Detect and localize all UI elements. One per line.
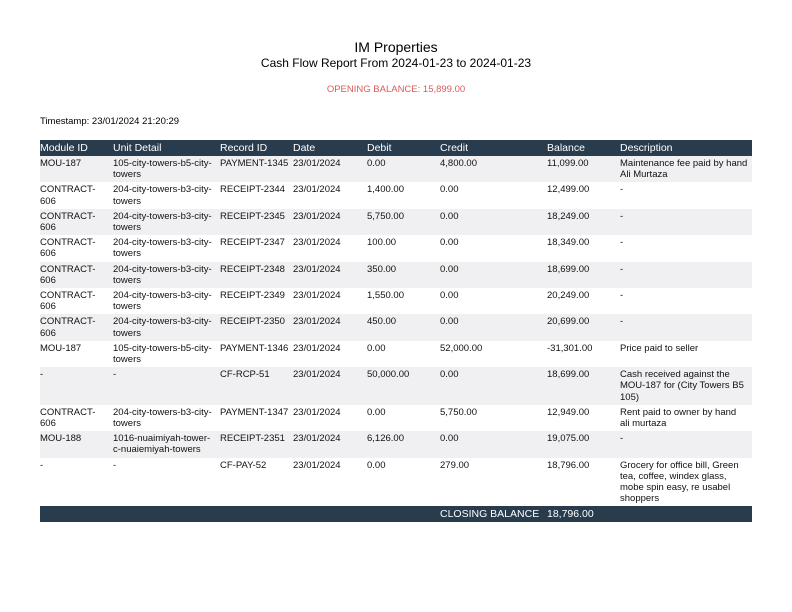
- date-cell: 23/01/2024: [293, 262, 367, 288]
- table-row: [40, 262, 752, 288]
- timestamp: Timestamp: 23/01/2024 21:20:29: [40, 116, 180, 127]
- credit-cell: 279.00: [440, 458, 547, 507]
- column-header: Balance: [547, 140, 620, 156]
- date-cell: 23/01/2024: [293, 314, 367, 340]
- description-cell: Rent paid to owner by hand ali murtaza: [620, 405, 752, 431]
- date-cell: 23/01/2024: [293, 288, 367, 314]
- module-id-cell: CONTRACT-606: [40, 288, 113, 314]
- description-cell: -: [620, 288, 752, 314]
- module-id-cell: -: [40, 367, 113, 405]
- record-id-cell: PAYMENT-1345: [220, 156, 293, 182]
- date-cell: 23/01/2024: [293, 458, 367, 507]
- date-cell: 23/01/2024: [293, 156, 367, 182]
- table-row: [40, 235, 752, 261]
- balance-cell: 18,796.00: [547, 458, 620, 507]
- column-header: Module ID: [40, 140, 113, 156]
- credit-cell: 0.00: [440, 367, 547, 405]
- table-row: [40, 431, 752, 457]
- module-id-cell: -: [40, 458, 113, 507]
- credit-cell: 0.00: [440, 288, 547, 314]
- table-row: [40, 182, 752, 208]
- company-name: IM Properties: [354, 39, 438, 55]
- credit-cell: 0.00: [440, 431, 547, 457]
- debit-cell: 450.00: [367, 314, 440, 340]
- module-id-cell: CONTRACT-606: [40, 209, 113, 235]
- credit-cell: 0.00: [440, 314, 547, 340]
- cash-flow-table: [40, 140, 752, 522]
- unit-detail-cell: -: [113, 367, 220, 405]
- date-cell: 23/01/2024: [293, 405, 367, 431]
- debit-cell: 0.00: [367, 405, 440, 431]
- debit-cell: 0.00: [367, 341, 440, 367]
- module-id-cell: CONTRACT-606: [40, 235, 113, 261]
- unit-detail-cell: 204-city-towers-b3-city-towers: [113, 182, 220, 208]
- record-id-cell: RECEIPT-2347: [220, 235, 293, 261]
- column-header: Unit Detail: [113, 140, 220, 156]
- debit-cell: 6,126.00: [367, 431, 440, 457]
- description-cell: -: [620, 235, 752, 261]
- date-cell: 23/01/2024: [293, 235, 367, 261]
- module-id-cell: CONTRACT-606: [40, 262, 113, 288]
- credit-cell: 5,750.00: [440, 405, 547, 431]
- debit-cell: 1,550.00: [367, 288, 440, 314]
- date-cell: 23/01/2024: [293, 209, 367, 235]
- closing-balance-row: [40, 506, 752, 522]
- module-id-cell: CONTRACT-606: [40, 314, 113, 340]
- column-header: Date: [293, 140, 367, 156]
- credit-cell: 0.00: [440, 182, 547, 208]
- unit-detail-cell: 204-city-towers-b3-city-towers: [113, 262, 220, 288]
- debit-cell: 5,750.00: [367, 209, 440, 235]
- column-header: Credit: [440, 140, 547, 156]
- unit-detail-cell: 204-city-towers-b3-city-towers: [113, 209, 220, 235]
- balance-cell: 12,499.00: [547, 182, 620, 208]
- balance-cell: -31,301.00: [547, 341, 620, 367]
- unit-detail-cell: 105-city-towers-b5-city-towers: [113, 156, 220, 182]
- unit-detail-cell: 105-city-towers-b5-city-towers: [113, 341, 220, 367]
- balance-cell: 18,699.00: [547, 262, 620, 288]
- balance-cell: 11,099.00: [547, 156, 620, 182]
- credit-cell: 0.00: [440, 209, 547, 235]
- table-row: [40, 209, 752, 235]
- module-id-cell: MOU-187: [40, 341, 113, 367]
- unit-detail-cell: 204-city-towers-b3-city-towers: [113, 405, 220, 431]
- module-id-cell: CONTRACT-606: [40, 182, 113, 208]
- description-cell: Grocery for office bill, Green tea, coffee, windex glass, mobe spin easy, re usabel shoppers: [620, 458, 752, 507]
- record-id-cell: RECEIPT-2348: [220, 262, 293, 288]
- record-id-cell: PAYMENT-1347: [220, 405, 293, 431]
- balance-cell: 18,699.00: [547, 367, 620, 405]
- description-cell: Price paid to seller: [620, 341, 752, 367]
- column-header: Description: [620, 140, 752, 156]
- column-header: Record ID: [220, 140, 293, 156]
- record-id-cell: RECEIPT-2349: [220, 288, 293, 314]
- balance-cell: 18,249.00: [547, 209, 620, 235]
- description-cell: -: [620, 209, 752, 235]
- closing-balance-value: 18,796.00: [547, 506, 620, 522]
- table-header-row: [40, 140, 752, 156]
- balance-cell: 12,949.00: [547, 405, 620, 431]
- date-cell: 23/01/2024: [293, 431, 367, 457]
- record-id-cell: RECEIPT-2351: [220, 431, 293, 457]
- description-cell: -: [620, 182, 752, 208]
- record-id-cell: CF-PAY-52: [220, 458, 293, 507]
- table-row: [40, 314, 752, 340]
- date-cell: 23/01/2024: [293, 182, 367, 208]
- module-id-cell: MOU-187: [40, 156, 113, 182]
- description-cell: -: [620, 262, 752, 288]
- debit-cell: 50,000.00: [367, 367, 440, 405]
- debit-cell: 100.00: [367, 235, 440, 261]
- table-row: [40, 458, 752, 507]
- balance-cell: 20,249.00: [547, 288, 620, 314]
- date-cell: 23/01/2024: [293, 341, 367, 367]
- description-cell: Cash received against the MOU-187 for (City Towers B5 105): [620, 367, 752, 405]
- unit-detail-cell: 204-city-towers-b3-city-towers: [113, 314, 220, 340]
- unit-detail-cell: 204-city-towers-b3-city-towers: [113, 288, 220, 314]
- unit-detail-cell: 1016-nuaimiyah-tower-c-nuaiemiyah-towers: [113, 431, 220, 457]
- balance-cell: 18,349.00: [547, 235, 620, 261]
- table-row: [40, 156, 752, 182]
- description-cell: Maintenance fee paid by hand Ali Murtaza: [620, 156, 752, 182]
- report-title: Cash Flow Report From 2024-01-23 to 2024-01-23: [260, 56, 532, 70]
- record-id-cell: CF-RCP-51: [220, 367, 293, 405]
- credit-cell: 0.00: [440, 235, 547, 261]
- debit-cell: 0.00: [367, 156, 440, 182]
- table-row: [40, 367, 752, 405]
- credit-cell: 4,800.00: [440, 156, 547, 182]
- record-id-cell: RECEIPT-2350: [220, 314, 293, 340]
- debit-cell: 1,400.00: [367, 182, 440, 208]
- credit-cell: 52,000.00: [440, 341, 547, 367]
- module-id-cell: MOU-188: [40, 431, 113, 457]
- closing-balance-label: CLOSING BALANCE: [440, 506, 547, 522]
- unit-detail-cell: 204-city-towers-b3-city-towers: [113, 235, 220, 261]
- balance-cell: 19,075.00: [547, 431, 620, 457]
- record-id-cell: RECEIPT-2344: [220, 182, 293, 208]
- description-cell: -: [620, 431, 752, 457]
- record-id-cell: RECEIPT-2345: [220, 209, 293, 235]
- debit-cell: 350.00: [367, 262, 440, 288]
- debit-cell: 0.00: [367, 458, 440, 507]
- table-row: [40, 405, 752, 431]
- description-cell: -: [620, 314, 752, 340]
- record-id-cell: PAYMENT-1346: [220, 341, 293, 367]
- opening-balance: OPENING BALANCE: 15,899.00: [326, 84, 466, 95]
- credit-cell: 0.00: [440, 262, 547, 288]
- module-id-cell: CONTRACT-606: [40, 405, 113, 431]
- table-row: [40, 288, 752, 314]
- balance-cell: 20,699.00: [547, 314, 620, 340]
- column-header: Debit: [367, 140, 440, 156]
- unit-detail-cell: -: [113, 458, 220, 507]
- date-cell: 23/01/2024: [293, 367, 367, 405]
- table-row: [40, 341, 752, 367]
